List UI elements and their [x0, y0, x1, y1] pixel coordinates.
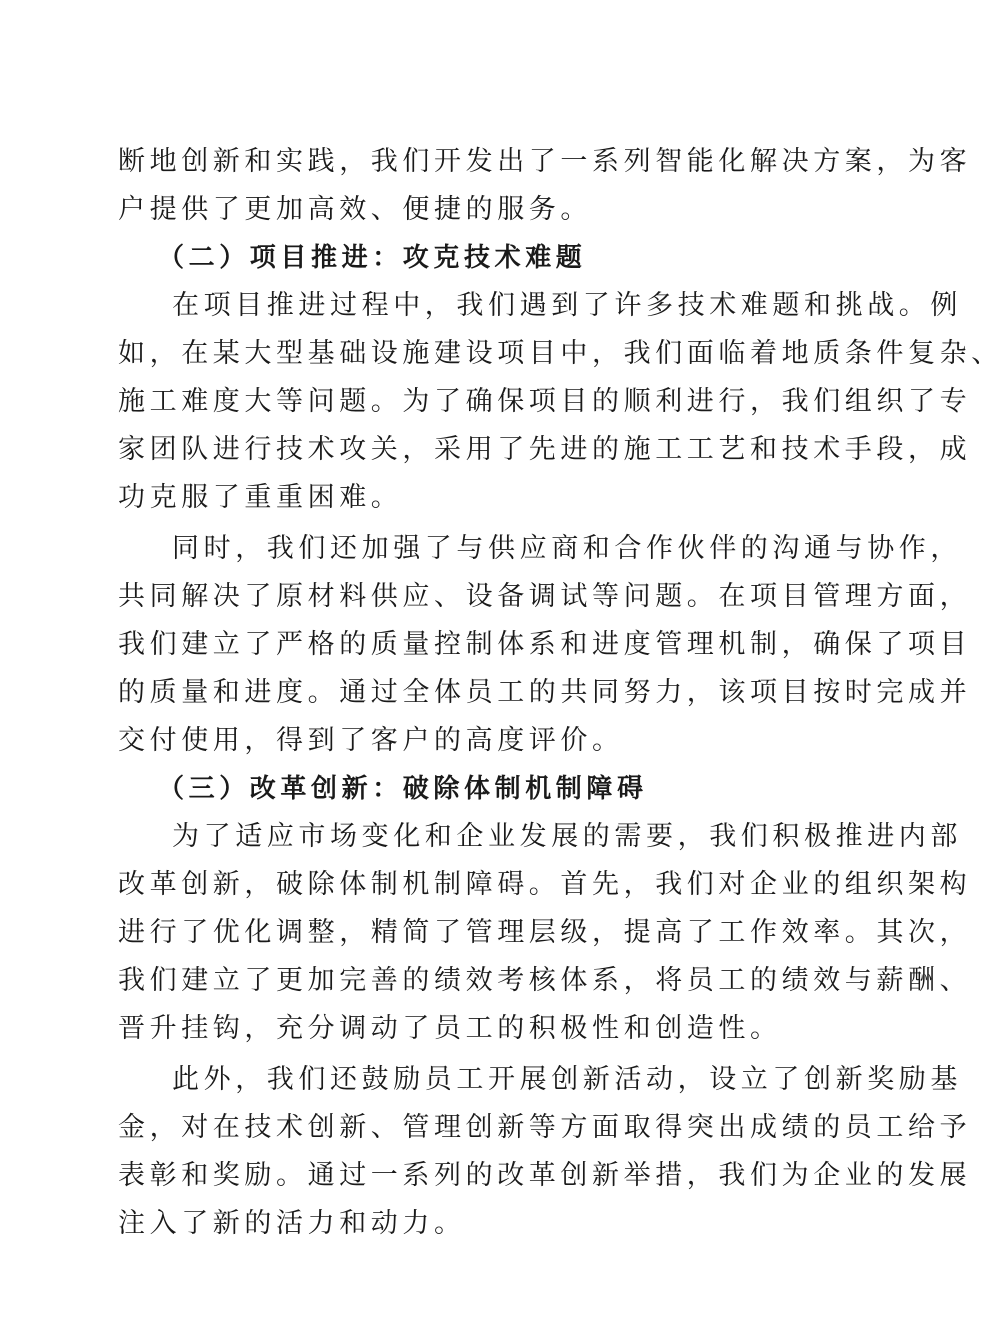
paragraph-line: 金，对在技术创新、管理创新等方面取得突出成绩的员工给予	[118, 1112, 972, 1143]
paragraph-line: 在项目推进过程中，我们遇到了许多技术难题和挑战。例	[172, 290, 962, 321]
paragraph-line: 我们建立了严格的质量控制体系和进度管理机制，确保了项目	[118, 629, 972, 660]
document-body	[118, 138, 1003, 1248]
paragraph-line: 交付使用，得到了客户的高度评价。	[118, 725, 624, 756]
paragraph-line: 进行了优化调整，精简了管理层级，提高了工作效率。其次，	[118, 917, 972, 948]
paragraph-line: 功克服了重重困难。	[118, 482, 403, 513]
paragraph-line: 家团队进行技术攻关，采用了先进的施工工艺和技术手段，成	[118, 434, 972, 465]
paragraph-line: 注入了新的活力和动力。	[118, 1208, 466, 1239]
paragraph-line: 如，在某大型基础设施建设项目中，我们面临着地质条件复杂、	[118, 338, 1003, 369]
paragraph-1	[118, 138, 972, 234]
paragraph-4	[118, 813, 972, 1053]
paragraph-line: 同时，我们还加强了与供应商和合作伙伴的沟通与协作，	[172, 533, 962, 564]
paragraph-line: 的质量和进度。通过全体员工的共同努力，该项目按时完成并	[118, 677, 972, 708]
paragraph-line: 施工难度大等问题。为了确保项目的顺利进行，我们组织了专	[118, 386, 972, 417]
paragraph-line: 改革创新，破除体制机制障碍。首先，我们对企业的组织架构	[118, 869, 972, 900]
paragraph-5	[118, 1056, 972, 1248]
section-heading-2: （二）项目推进：攻克技术难题	[158, 243, 587, 273]
paragraph-line: 我们建立了更加完善的绩效考核体系，将员工的绩效与薪酬、	[118, 965, 972, 996]
paragraph-line: 共同解决了原材料供应、设备调试等问题。在项目管理方面，	[118, 581, 972, 612]
paragraph-line: 此外，我们还鼓励员工开展创新活动，设立了创新奖励基	[172, 1064, 962, 1095]
paragraph-line: 为了适应市场变化和企业发展的需要，我们积极推进内部	[172, 821, 962, 852]
paragraph-line: 户提供了更加高效、便捷的服务。	[118, 194, 592, 225]
section-heading-3: （三）改革创新：破除体制机制障碍	[158, 774, 648, 804]
paragraph-line: 断地创新和实践，我们开发出了一系列智能化解决方案，为客	[118, 146, 972, 177]
paragraph-2	[118, 282, 1003, 522]
paragraph-line: 表彰和奖励。通过一系列的改革创新举措，我们为企业的发展	[118, 1160, 972, 1191]
paragraph-line: 晋升挂钩，充分调动了员工的积极性和创造性。	[118, 1013, 782, 1044]
paragraph-3	[118, 525, 972, 765]
